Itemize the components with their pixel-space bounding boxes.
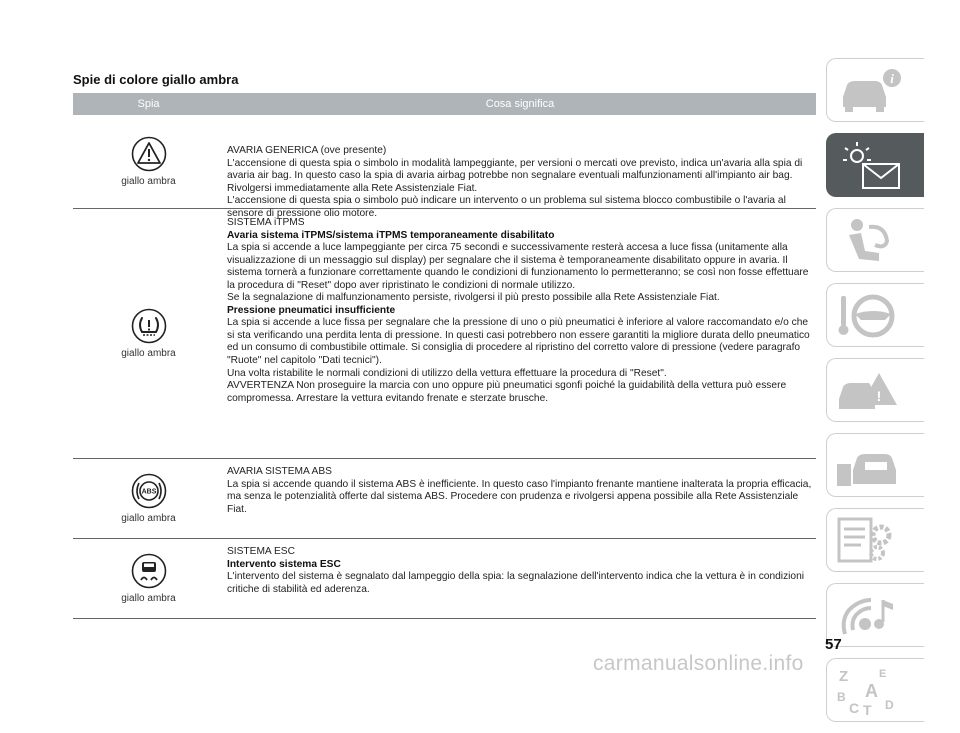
section-title: Spie di colore giallo ambra (73, 72, 239, 87)
car-info-icon (835, 65, 905, 115)
tab-safety[interactable] (826, 208, 924, 272)
car-crash-emergency-icon (835, 365, 905, 417)
index-letter: T (863, 702, 872, 717)
subheading: Intervento sistema ESC (227, 558, 341, 570)
paragraph: La spia si accende quando il sistema ABS è inefficiente. In questo caso l'impianto frenante mantiene inalterata la propria efficacia, ma senza le potenzialità offerte dal sistema ABS. Procedere con prudenza e rivolgersi appena possibile alla Rete Assistenziale Fiat. (227, 478, 812, 515)
multimedia-music-icon (835, 590, 905, 642)
warning-lights-message-icon (835, 140, 915, 192)
table-header (73, 93, 816, 115)
paragraph: Se la segnalazione di malfunzionamento persiste, rivolgersi il più presto possibile alla Rete Assistenziale Fiat. (227, 292, 720, 304)
tab-emergency[interactable] (826, 358, 924, 422)
color-label: giallo ambra (121, 513, 176, 524)
icon-cell (73, 115, 224, 208)
color-label: giallo ambra (121, 176, 176, 187)
watermark: carmanualsonline.info (593, 652, 804, 675)
index-letter: C (849, 700, 860, 716)
tab-index[interactable] (826, 658, 924, 722)
abs-icon (131, 473, 167, 509)
svg-text:!: ! (876, 388, 882, 404)
seat-airbag-icon (835, 215, 905, 267)
technical-data-gears-icon (835, 515, 905, 567)
abs-icon-text: ABS (141, 488, 156, 496)
icon-cell (73, 459, 224, 538)
table-row (73, 459, 816, 539)
row-title: SISTEMA iTPMS (227, 217, 305, 228)
paragraph: L'accensione di questa spia o simbolo in modalità lampeggiante, per versioni o mercati ove previsto, indica un'avaria alla spia di avaria air bag. In questo caso la spia di avaria airbag potrebbe non segnalare eventuali malfunzionamenti all'impianto air bag. Rivolgersi immediatamente alla Rete Assistenziale Fiat. (227, 157, 803, 194)
esc-skid-icon (131, 553, 167, 589)
tab-car-info[interactable] (826, 58, 924, 122)
paragraph: La spia si accende a luce fissa per segnalare che la pressione di uno o più pneumatici è inferiore al valore raccomandato e/o che si sta verificando una perdita lenta di pressione. In questi casi potrebbero non essere garantiti la migliore durata dello pneumatico ed un consumo di combustibile ottimale. Si consiglia di procedere al ripristino del corretto valore di pressione (vedere paragrafo "Ruote" nel capitolo "Dati tecnici"). (227, 317, 810, 367)
paragraph: Una volta ristabilite le normali condizioni di utilizzo della vettura effettuare la procedura di "Reset". (227, 367, 667, 379)
paragraph: L'accensione di questa spia o simbolo può indicare un intervento o un problema sul sistema blocco combustibile o l'avaria al sensore di pressione olio motore. (227, 195, 786, 219)
index-letter: B (837, 690, 846, 704)
table-row (73, 209, 816, 459)
warning-lights-table (73, 93, 816, 619)
tab-technical-data[interactable] (826, 508, 924, 572)
page-number: 57 (825, 636, 842, 653)
index-letter: Z (839, 668, 849, 685)
tire-pressure-icon (131, 308, 167, 344)
table-row (73, 115, 816, 219)
description-cell (224, 539, 816, 618)
color-label: giallo ambra (121, 593, 176, 604)
svg-text:i: i (890, 71, 894, 86)
car-maintenance-icon (835, 440, 905, 492)
row-title: AVARIA SISTEMA ABS (227, 466, 332, 477)
alphabetical-index-icon (835, 665, 905, 717)
header-cosa-significa: Cosa significa (485, 98, 555, 110)
row-title: AVARIA GENERICA (ove presente) (227, 145, 387, 156)
paragraph: L'intervento del sistema è segnalato dal lampeggio della spia: la segnalazione dell'intervento indica che la vettura è in condizioni critiche di stabilità ed aderenza. (227, 571, 805, 595)
steering-wheel-key-icon (835, 290, 905, 342)
table-row (73, 539, 816, 619)
subheading: Pressione pneumatici insufficiente (227, 304, 396, 316)
icon-cell (73, 209, 224, 458)
color-label: giallo ambra (121, 348, 176, 359)
paragraph: La spia si accende a luce lampeggiante per circa 75 secondi e successivamente resterà accesa a luce fissa (unitamente alla visualizzazione di un messaggio sul display) per segnalare che il sistema è temporaneamente disabilitato oppure in avaria. Il sistema tornerà a funzionare correttamente quando le condizioni di funzionamento lo permetteranno; se così non fosse effettuare la procedura di "Reset" dopo aver ripristinato le condizioni di normale utilizzo. (227, 242, 809, 291)
header-spia: Spia (137, 98, 160, 110)
icon-cell (73, 539, 224, 618)
tab-starting-driving[interactable] (826, 283, 924, 347)
description-cell (224, 209, 816, 458)
paragraph: AVVERTENZA Non proseguire la marcia con uno oppure più pneumatici sgonfi poiché la guidabilità della vettura può essere compromessa. Arrestare la vettura evitando frenate e sterzate brusche. (227, 380, 787, 404)
row-title: SISTEMA ESC (227, 546, 295, 557)
description-cell (224, 115, 816, 219)
index-letter: E (879, 668, 887, 680)
index-letter: D (885, 698, 894, 712)
tab-maintenance[interactable] (826, 433, 924, 497)
warning-triangle-icon (131, 136, 167, 172)
tab-warning-lights[interactable] (826, 133, 924, 197)
description-cell (224, 459, 816, 538)
index-letter: A (865, 681, 878, 701)
subheading: Avaria sistema iTPMS/sistema iTPMS temporaneamente disabilitato (227, 229, 555, 241)
chapter-tabs (826, 58, 924, 733)
